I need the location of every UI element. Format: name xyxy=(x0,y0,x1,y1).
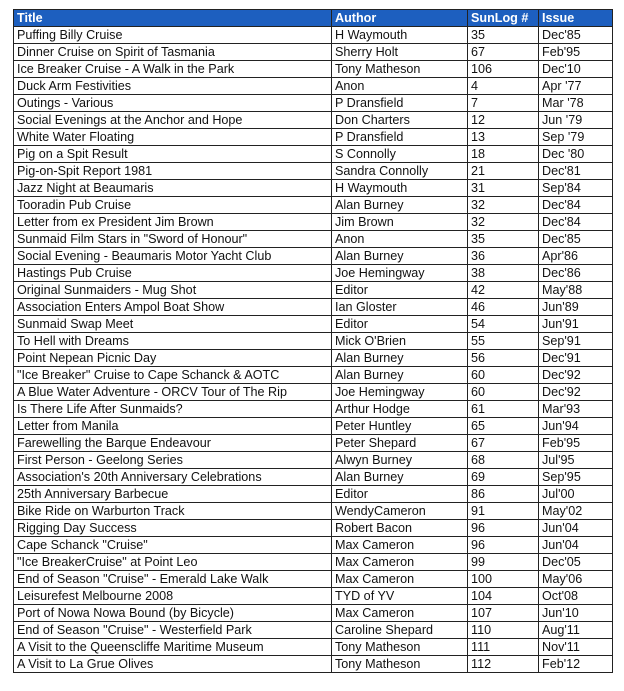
cell-sunlog-number: 7 xyxy=(468,95,539,112)
cell-title: Cape Schanck "Cruise" xyxy=(14,537,332,554)
table-row xyxy=(14,367,613,384)
cell-author: Max Cameron xyxy=(332,571,468,588)
cell-title: Duck Arm Festivities xyxy=(14,78,332,95)
table-row xyxy=(14,384,613,401)
cell-author: Editor xyxy=(332,282,468,299)
cell-title: Association Enters Ampol Boat Show xyxy=(14,299,332,316)
cell-sunlog-number: 60 xyxy=(468,384,539,401)
table-row xyxy=(14,520,613,537)
cell-sunlog-number: 65 xyxy=(468,418,539,435)
cell-author: S Connolly xyxy=(332,146,468,163)
cell-sunlog-number: 18 xyxy=(468,146,539,163)
cell-author: H Waymouth xyxy=(332,27,468,44)
cell-title: Point Nepean Picnic Day xyxy=(14,350,332,367)
table-row xyxy=(14,571,613,588)
cell-issue: Sep'95 xyxy=(539,469,613,486)
cell-title: A Visit to the Queenscliffe Maritime Museum xyxy=(14,639,332,656)
cell-sunlog-number: 110 xyxy=(468,622,539,639)
cell-author: Alwyn Burney xyxy=(332,452,468,469)
cell-sunlog-number: 46 xyxy=(468,299,539,316)
cell-author: Editor xyxy=(332,486,468,503)
cell-title: Hastings Pub Cruise xyxy=(14,265,332,282)
table-row xyxy=(14,435,613,452)
cell-title: End of Season "Cruise" - Westerfield Park xyxy=(14,622,332,639)
cell-sunlog-number: 55 xyxy=(468,333,539,350)
cell-issue: Oct'08 xyxy=(539,588,613,605)
cell-author: Alan Burney xyxy=(332,197,468,214)
cell-sunlog-number: 69 xyxy=(468,469,539,486)
table-row xyxy=(14,282,613,299)
cell-title: Ice Breaker Cruise - A Walk in the Park xyxy=(14,61,332,78)
cell-sunlog-number: 32 xyxy=(468,197,539,214)
cell-sunlog-number: 111 xyxy=(468,639,539,656)
table-row xyxy=(14,639,613,656)
cell-sunlog-number: 61 xyxy=(468,401,539,418)
cell-author: Sherry Holt xyxy=(332,44,468,61)
table-row xyxy=(14,44,613,61)
cell-sunlog-number: 96 xyxy=(468,520,539,537)
cell-sunlog-number: 67 xyxy=(468,435,539,452)
cell-sunlog-number: 31 xyxy=(468,180,539,197)
cell-title: 25th Anniversary Barbecue xyxy=(14,486,332,503)
cell-issue: Mar'93 xyxy=(539,401,613,418)
cell-author: TYD of YV xyxy=(332,588,468,605)
table-row xyxy=(14,214,613,231)
cell-author: Peter Huntley xyxy=(332,418,468,435)
table-row xyxy=(14,486,613,503)
cell-sunlog-number: 107 xyxy=(468,605,539,622)
cell-author: Max Cameron xyxy=(332,537,468,554)
cell-issue: Feb'95 xyxy=(539,44,613,61)
table-row xyxy=(14,61,613,78)
cell-title: "Ice Breaker" Cruise to Cape Schanck & AOTC xyxy=(14,367,332,384)
table-row xyxy=(14,316,613,333)
cell-author: Alan Burney xyxy=(332,367,468,384)
cell-author: Max Cameron xyxy=(332,554,468,571)
cell-title: Bike Ride on Warburton Track xyxy=(14,503,332,520)
cell-title: To Hell with Dreams xyxy=(14,333,332,350)
cell-title: Letter from Manila xyxy=(14,418,332,435)
cell-author: P Dransfield xyxy=(332,129,468,146)
cell-author: Robert Bacon xyxy=(332,520,468,537)
cell-issue: Jul'00 xyxy=(539,486,613,503)
cell-issue: Dec'91 xyxy=(539,350,613,367)
cell-issue: Feb'95 xyxy=(539,435,613,452)
cell-issue: May'88 xyxy=(539,282,613,299)
table-row xyxy=(14,622,613,639)
cell-author: Don Charters xyxy=(332,112,468,129)
cell-title: Leisurefest Melbourne 2008 xyxy=(14,588,332,605)
cell-author: H Waymouth xyxy=(332,180,468,197)
header-sunlog-number: SunLog # xyxy=(468,10,539,27)
cell-issue: Jul'95 xyxy=(539,452,613,469)
cell-title: Original Sunmaiders - Mug Shot xyxy=(14,282,332,299)
cell-author: Max Cameron xyxy=(332,605,468,622)
cell-author: Alan Burney xyxy=(332,248,468,265)
cell-title: Social Evening - Beaumaris Motor Yacht Club xyxy=(14,248,332,265)
cell-title: Sunmaid Swap Meet xyxy=(14,316,332,333)
cell-sunlog-number: 21 xyxy=(468,163,539,180)
table-row xyxy=(14,350,613,367)
header-title: Title xyxy=(14,10,332,27)
table-row xyxy=(14,265,613,282)
cell-author: Arthur Hodge xyxy=(332,401,468,418)
cell-title: Pig on a Spit Result xyxy=(14,146,332,163)
cell-author: Joe Hemingway xyxy=(332,265,468,282)
cell-issue: Jun'10 xyxy=(539,605,613,622)
table-row xyxy=(14,554,613,571)
cell-author: Ian Gloster xyxy=(332,299,468,316)
table-row xyxy=(14,469,613,486)
table-row xyxy=(14,333,613,350)
cell-sunlog-number: 60 xyxy=(468,367,539,384)
cell-sunlog-number: 96 xyxy=(468,537,539,554)
table-row xyxy=(14,146,613,163)
cell-title: Outings - Various xyxy=(14,95,332,112)
cell-title: Farewelling the Barque Endeavour xyxy=(14,435,332,452)
cell-author: Anon xyxy=(332,231,468,248)
table-row xyxy=(14,129,613,146)
cell-issue: Dec'92 xyxy=(539,384,613,401)
cell-issue: Apr'86 xyxy=(539,248,613,265)
cell-title: Social Evenings at the Anchor and Hope xyxy=(14,112,332,129)
cell-issue: Dec'84 xyxy=(539,214,613,231)
cell-author: Joe Hemingway xyxy=(332,384,468,401)
article-index-table xyxy=(13,9,613,673)
cell-issue: Sep '79 xyxy=(539,129,613,146)
table-row xyxy=(14,180,613,197)
cell-title: Rigging Day Success xyxy=(14,520,332,537)
table-row xyxy=(14,503,613,520)
cell-issue: Sep'91 xyxy=(539,333,613,350)
cell-issue: May'06 xyxy=(539,571,613,588)
cell-issue: Jun'94 xyxy=(539,418,613,435)
cell-title: Letter from ex President Jim Brown xyxy=(14,214,332,231)
cell-title: A Visit to La Grue Olives xyxy=(14,656,332,673)
cell-title: Port of Nowa Nowa Bound (by Bicycle) xyxy=(14,605,332,622)
cell-sunlog-number: 35 xyxy=(468,231,539,248)
cell-sunlog-number: 12 xyxy=(468,112,539,129)
cell-issue: Jun'91 xyxy=(539,316,613,333)
cell-issue: Dec'85 xyxy=(539,231,613,248)
cell-title: "Ice BreakerCruise" at Point Leo xyxy=(14,554,332,571)
cell-issue: Feb'12 xyxy=(539,656,613,673)
cell-issue: Apr '77 xyxy=(539,78,613,95)
cell-issue: Jun '79 xyxy=(539,112,613,129)
cell-issue: Dec'85 xyxy=(539,27,613,44)
table-header xyxy=(14,10,613,27)
cell-issue: Aug'11 xyxy=(539,622,613,639)
cell-title: White Water Floating xyxy=(14,129,332,146)
header-row xyxy=(14,10,613,27)
cell-issue: Mar '78 xyxy=(539,95,613,112)
cell-sunlog-number: 91 xyxy=(468,503,539,520)
cell-author: Anon xyxy=(332,78,468,95)
header-author: Author xyxy=(332,10,468,27)
cell-author: Mick O'Brien xyxy=(332,333,468,350)
cell-issue: Jun'04 xyxy=(539,537,613,554)
cell-sunlog-number: 42 xyxy=(468,282,539,299)
cell-title: Association's 20th Anniversary Celebrations xyxy=(14,469,332,486)
cell-sunlog-number: 67 xyxy=(468,44,539,61)
table-row xyxy=(14,299,613,316)
cell-author: Peter Shepard xyxy=(332,435,468,452)
table-row xyxy=(14,656,613,673)
cell-author: Caroline Shepard xyxy=(332,622,468,639)
cell-title: Pig-on-Spit Report 1981 xyxy=(14,163,332,180)
table-row xyxy=(14,537,613,554)
cell-sunlog-number: 56 xyxy=(468,350,539,367)
table-row xyxy=(14,112,613,129)
cell-title: Sunmaid Film Stars in "Sword of Honour" xyxy=(14,231,332,248)
cell-author: Jim Brown xyxy=(332,214,468,231)
cell-title: Is There Life After Sunmaids? xyxy=(14,401,332,418)
cell-issue: Nov'11 xyxy=(539,639,613,656)
cell-sunlog-number: 35 xyxy=(468,27,539,44)
cell-author: Alan Burney xyxy=(332,469,468,486)
cell-author: WendyCameron xyxy=(332,503,468,520)
cell-sunlog-number: 4 xyxy=(468,78,539,95)
cell-author: Tony Matheson xyxy=(332,61,468,78)
table-body xyxy=(14,27,613,673)
cell-issue: Dec'84 xyxy=(539,197,613,214)
table-row xyxy=(14,248,613,265)
cell-sunlog-number: 54 xyxy=(468,316,539,333)
cell-author: Editor xyxy=(332,316,468,333)
table-row xyxy=(14,605,613,622)
cell-title: Dinner Cruise on Spirit of Tasmania xyxy=(14,44,332,61)
table-row xyxy=(14,231,613,248)
cell-issue: Dec'10 xyxy=(539,61,613,78)
cell-title: A Blue Water Adventure - ORCV Tour of The Rip xyxy=(14,384,332,401)
table-row xyxy=(14,78,613,95)
cell-sunlog-number: 32 xyxy=(468,214,539,231)
table-row xyxy=(14,95,613,112)
table-row xyxy=(14,418,613,435)
table-row xyxy=(14,452,613,469)
cell-issue: Dec'92 xyxy=(539,367,613,384)
header-issue: Issue xyxy=(539,10,613,27)
cell-author: Tony Matheson xyxy=(332,656,468,673)
table-row xyxy=(14,401,613,418)
cell-issue: Jun'04 xyxy=(539,520,613,537)
cell-sunlog-number: 13 xyxy=(468,129,539,146)
cell-issue: May'02 xyxy=(539,503,613,520)
cell-title: Jazz Night at Beaumaris xyxy=(14,180,332,197)
cell-issue: Dec'81 xyxy=(539,163,613,180)
table-row xyxy=(14,588,613,605)
cell-title: First Person - Geelong Series xyxy=(14,452,332,469)
cell-sunlog-number: 68 xyxy=(468,452,539,469)
cell-title: End of Season "Cruise" - Emerald Lake Walk xyxy=(14,571,332,588)
cell-sunlog-number: 106 xyxy=(468,61,539,78)
table-row xyxy=(14,27,613,44)
cell-title: Puffing Billy Cruise xyxy=(14,27,332,44)
cell-sunlog-number: 36 xyxy=(468,248,539,265)
cell-issue: Dec'86 xyxy=(539,265,613,282)
cell-sunlog-number: 86 xyxy=(468,486,539,503)
table-row xyxy=(14,163,613,180)
table-row xyxy=(14,197,613,214)
cell-sunlog-number: 100 xyxy=(468,571,539,588)
cell-issue: Jun'89 xyxy=(539,299,613,316)
cell-issue: Dec '80 xyxy=(539,146,613,163)
cell-author: Alan Burney xyxy=(332,350,468,367)
cell-author: Sandra Connolly xyxy=(332,163,468,180)
cell-sunlog-number: 112 xyxy=(468,656,539,673)
cell-issue: Sep'84 xyxy=(539,180,613,197)
cell-sunlog-number: 99 xyxy=(468,554,539,571)
cell-issue: Dec'05 xyxy=(539,554,613,571)
cell-sunlog-number: 104 xyxy=(468,588,539,605)
cell-author: P Dransfield xyxy=(332,95,468,112)
cell-sunlog-number: 38 xyxy=(468,265,539,282)
cell-title: Tooradin Pub Cruise xyxy=(14,197,332,214)
cell-author: Tony Matheson xyxy=(332,639,468,656)
